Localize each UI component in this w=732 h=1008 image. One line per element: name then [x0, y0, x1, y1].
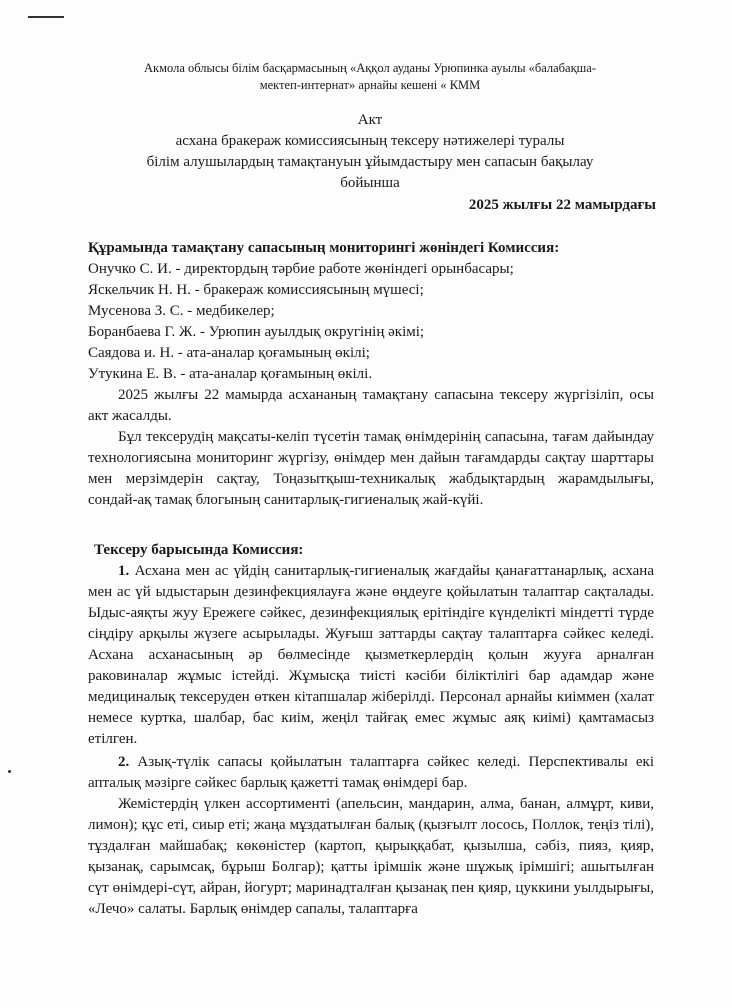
- org-line-2: мектеп-интернат» арнайы кешені « КММ: [259, 78, 481, 92]
- commission-heading: Құрамында тамақтану сапасының мониторингі жөніндегі Комиссия:: [88, 240, 560, 256]
- commission-member: Онучко С. И. - директордың тәрбие работе жөніндегі орынбасары;: [88, 261, 514, 277]
- item-number: 1.: [118, 563, 130, 579]
- title-line-1: Акт: [357, 112, 383, 128]
- scan-mark: [28, 16, 64, 18]
- document-title: [70, 110, 670, 194]
- item-text: Азық-түлік сапасы қойылатын талаптарға сәйкес келеді. Перспективалы екі апталық мәзірге сәйкес барлық қажетті тамақ өнімдері бар.: [88, 754, 654, 791]
- item-number: 2.: [118, 754, 130, 770]
- inspection-heading: Тексеру барысында Комиссия:: [94, 542, 304, 558]
- item-text: Асхана мен ас үйдің санитарлық-гигиеналық жағдайы қанағаттанарлық, асхана мен ас үй ыдыстарын дезинфекциялауға және өңдеуге қойылатын талаптар сақталады. Ыдыс-аяқты жуу Ережеге сәйкес, дезинфекциялық ерітіндіге күнделікті міндетті түрде сіңдіру арқылы жүзеге асырылады. Жуғыш заттарды сақтау талаптарға сәйкес келеді. Асхана асханасының әр бөлмесінде қызметкерлердің қолын жууға арналған раковиналар жұмыс істейді. Жұмысқа тиісті кәсіби біліктілігі бар адамдар және медициналық тексеруден өткен кітапшалар жіберілді. Персонал арнайы киіммен (халат немесе куртка, шалбар, бас киім, жеңіл тайғақ емес жұмыс аяқ киімі) қамтамасыз етілген.: [88, 563, 654, 747]
- commission-member: Мусенова З. С. - медбикелер;: [88, 303, 275, 319]
- intro-paragraph-2: Бұл тексерудің мақсаты-келіп түсетін тамақ өнімдерінің сапасына, тағам дайындау технологиясына мониторинг жүргізу, өнімдер мен дайын тағамдарды сақтау шарттары мен мерзімдерін сақтау, Тоңазытқыш-техникалық жабдықтардың жарамдылығы, сондай-ақ тамақ блогының санитарлық-гигиеналық жай-күйі.: [88, 429, 654, 508]
- org-line-1: Акмола облысы білім басқармасының «Аққол ауданы Урюпинка ауылы «балабақша-: [144, 61, 596, 75]
- commission-member: Утукина Е. В. - ата-аналар қоғамының өкілі.: [88, 366, 373, 382]
- commission-member: Саядова и. Н. - ата-аналар қоғамының өкілі;: [88, 345, 370, 361]
- commission-member: Боранбаева Г. Ж. - Урюпин ауылдық округінің әкімі;: [88, 324, 425, 340]
- point-2-paragraph-2: Жемістердің үлкен ассортименті (апельсин, мандарин, алма, банан, алмұрт, киви, лимон); құс еті, сиыр еті; жаңа мұздатылған балық (қызғылт лосось, Поллок, теңіз тілі), тұздалған майшабақ; көкөністер (картоп, қырыққабат, қызылша, сәбіз, пияз, қияр, қызанақ, сарымсақ, бұрыш Болгар); қатты ірімшік және шұжық ірімшігі; ашытылған сүт өнімдері-сүт, айран, йогурт; маринадталған қызанақ пен қияр, цуккини уылдырығы, «Лечо» салаты. Барлық өнімдер сапалы, талаптарға: [88, 796, 654, 917]
- title-line-2: асхана бракераж комиссиясының тексеру нәтижелері туралы: [175, 133, 565, 149]
- title-line-4: бойынша: [340, 175, 400, 191]
- intro-section: [88, 385, 654, 511]
- point-2-section: [88, 752, 654, 920]
- organization-header: [70, 60, 670, 94]
- commission-section: [88, 238, 654, 385]
- commission-member: Яскельчик Н. Н. - бракераж комиссиясының мүшесі;: [88, 282, 424, 298]
- inspection-section: [88, 540, 654, 750]
- point-2-paragraph-1: [88, 752, 654, 794]
- scan-dot: [8, 770, 11, 773]
- intro-paragraph-1: 2025 жылғы 22 мамырда асхананың тамақтану сапасына тексеру жүргізіліп, осы акт жасалды.: [88, 387, 654, 424]
- inspection-item-1: [88, 561, 654, 750]
- document-date: 2025 жылғы 22 мамырдағы: [468, 197, 656, 213]
- title-line-3: білім алушылардың тамақтануын ұйымдастыру мен сапасын бақылау: [146, 154, 594, 170]
